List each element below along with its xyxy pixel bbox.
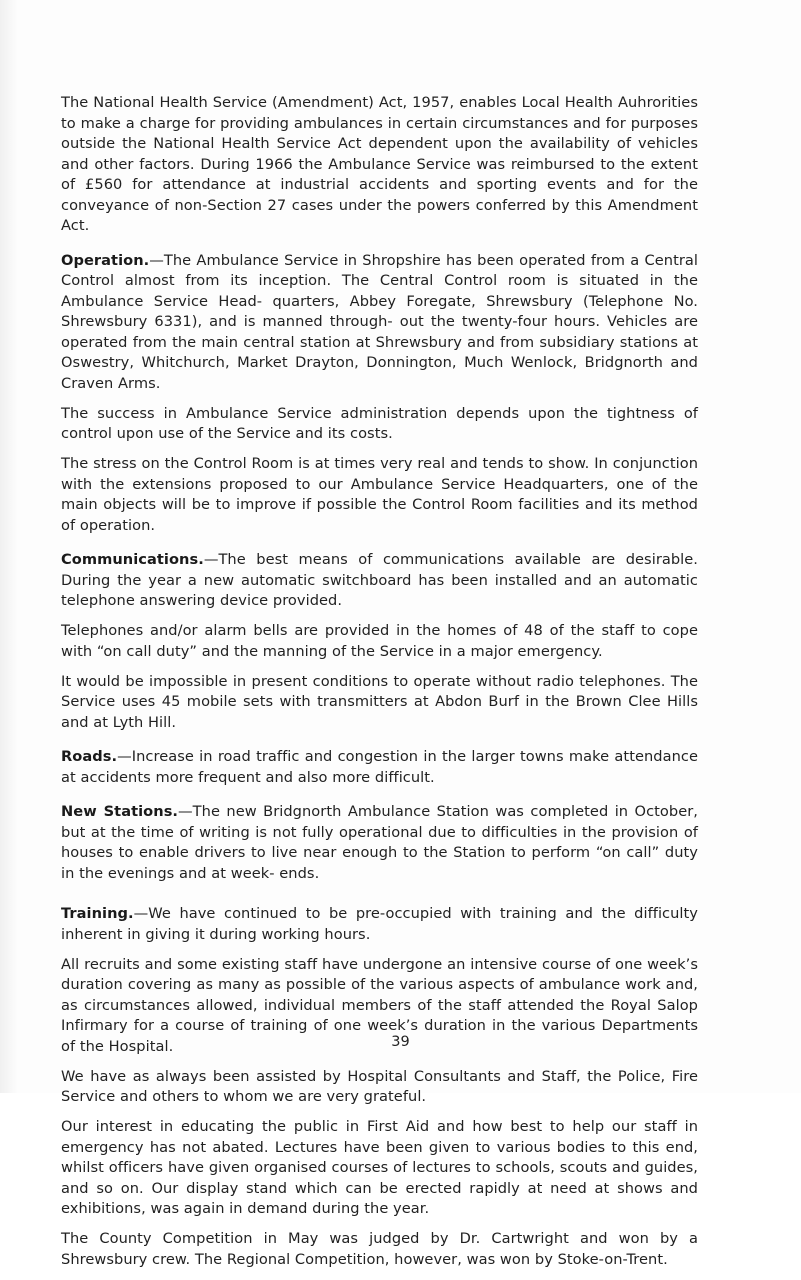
section-heading-operation: Operation. <box>61 251 150 269</box>
paragraph-text: It would be impossible in present conditions to operate without radio telephones. The Service uses 45 mobile sets with transmitters at Abdon Burf in the Brown Clee Hills and at Lyth Hill. <box>61 672 698 731</box>
paragraph-success <box>61 404 698 445</box>
paragraph-act-1957 <box>61 93 698 237</box>
paragraph-text: —The Ambulance Service in Shropshire has been operated from a Central Control almost from its inception. The Central Control room is situated in the Ambulance Service Head- quarters, Abbey Foregate, Shrewsbury (Telephone No. Shrewsbury 6331), and is manned through- out the twenty-four hours. Vehicles are operated from the main central station at Shrewsbury and from subsidiary stations at Oswestry, Whitchurch, Market Drayton, Donnington, Much Wenlock, Bridgnorth and Craven Arms. <box>61 251 698 392</box>
paragraph-new-stations <box>61 802 698 884</box>
paragraph-text: Our interest in educating the public in First Aid and how best to help our staff in emergency has not abated. Lectures have been given to various bodies to this end, whilst officers have given organised courses of lectures to schools, scouts and guides, and so on. Our display stand which can be erected rapidly at need at shows and exhibitions, was again in demand during the year. <box>61 1118 698 1217</box>
paragraph-radio <box>61 672 698 734</box>
paragraph-text: The County Competition in May was judged by Dr. Cartwright and won by a Shrewsbury crew. The Regional Competition, however, was won by Stoke-on-Trent. <box>61 1230 698 1268</box>
paragraph-text: Telephones and/or alarm bells are provided in the homes of 48 of the staff to cope with “on call duty” and the manning of the Service in a major emergency. <box>61 622 698 660</box>
section-heading-communications: Communications. <box>61 551 204 568</box>
paragraph-text: We have as always been assisted by Hospital Consultants and Staff, the Police, Fire Service and others to whom we are very grateful. <box>61 1067 698 1105</box>
paragraph-stress <box>61 454 698 536</box>
section-heading-new-stations: New Stations. <box>61 803 179 820</box>
paragraph-telephones <box>61 621 698 662</box>
paragraph-roads <box>61 747 698 788</box>
page-edge-shadow <box>0 0 18 1093</box>
section-heading-training: Training. <box>61 905 134 922</box>
section-heading-roads: Roads. <box>61 748 118 765</box>
paragraph-assisted <box>61 1067 698 1108</box>
paragraph-training <box>61 904 698 945</box>
paragraph-text: All recruits and some existing staff have undergone an intensive course of one week’s duration covering as many as possible of the various aspects of ambulance work and, as circumstances allowed, individual members of the staff attended the Royal Salop Infirmary for a course of training of one week’s duration in the various Departments of the Hospital. <box>61 955 698 1055</box>
paragraph-text: —We have continued to be pre-occupied with training and the difficulty inherent in giving it during working hours. <box>61 905 698 943</box>
paragraph-text: The success in Ambulance Service administration depends upon the tightness of control upon use of the Service and its costs. <box>61 404 698 442</box>
paragraph-competition <box>61 1229 698 1270</box>
paragraph-text: The National Health Service (Amendment) Act, 1957, enables Local Health Auhrorities to make a charge for providing ambulances in certain circumstances and for purposes outside the National Health Service Act dependent upon the availability of vehicles and other factors. During 1966 the Ambulance Service was reimbursed to the extent of £560 for attendance at industrial accidents and sporting events and for the conveyance of non-Section 27 cases under the powers conferred by this Amendment Act. <box>61 94 698 234</box>
body-text <box>61 93 698 1280</box>
paragraph-operation <box>61 251 698 395</box>
paragraph-text: —The best means of communications available are desirable. During the year a new automatic switchboard has been installed and an automatic telephone answering device provided. <box>61 551 698 609</box>
paragraph-first-aid <box>61 1117 698 1220</box>
paragraph-text: The stress on the Control Room is at times very real and tends to show. In conjunction with the extensions proposed to our Ambulance Service Headquarters, one of the main objects will be to improve if possible the Control Room facilities and its method of operation. <box>61 455 698 534</box>
page-number: 39 <box>391 1034 410 1050</box>
paragraph-communications <box>61 550 698 612</box>
paragraph-text: —Increase in road traffic and congestion in the larger towns make attendance at accidents more frequent and also more difficult. <box>61 748 698 786</box>
paragraph-text: —The new Bridgnorth Ambulance Station was completed in October, but at the time of writing is not fully operational due to difficulties in the provision of houses to enable drivers to live near enough to the Station to perform “on call” duty in the evenings and at week- ends. <box>61 803 698 882</box>
